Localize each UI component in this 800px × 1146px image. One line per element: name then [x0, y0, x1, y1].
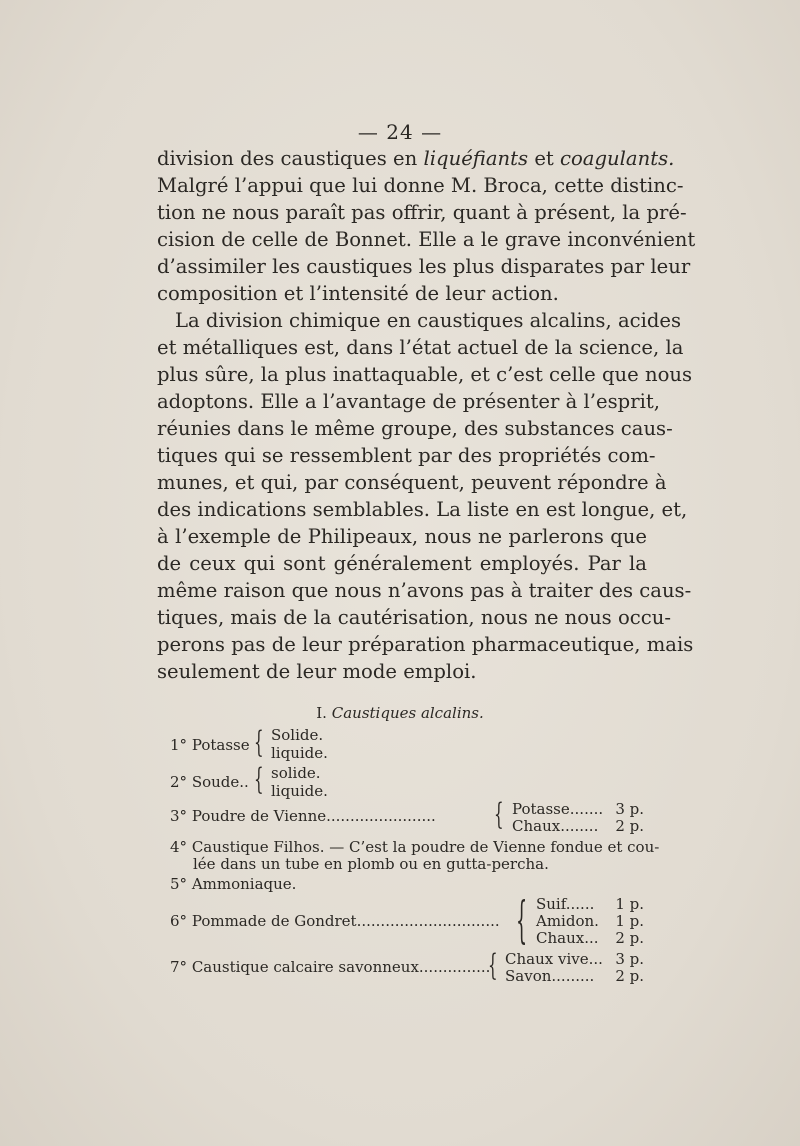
component-name: Chaux... — [536, 929, 599, 947]
list-item-ammoniaque: 5° Ammoniaque. — [170, 875, 297, 893]
page-number: — 24 — — [357, 120, 443, 144]
component-name: Suif...... — [536, 895, 595, 913]
component-qty: 1 p. — [615, 912, 644, 930]
component-qty: 2 p. — [615, 929, 644, 947]
form-label: liquide. — [271, 782, 328, 800]
brace: { — [488, 948, 498, 983]
italic-term: liquéfiants — [423, 147, 529, 170]
brace: { — [254, 762, 264, 797]
section-heading: I. Caustiques alcalins. — [316, 704, 484, 722]
italic-term: coagulants. — [560, 147, 675, 170]
text-line: réunies dans le même groupe, des substances caus- — [157, 417, 673, 440]
text-line: tiques, mais de la cautérisation, nous ne nous occu- — [157, 606, 671, 629]
list-item-vienne: 3° Poudre de Vienne....................... — [170, 807, 436, 825]
text-line: adoptons. Elle a l’avantage de présenter à l’esprit, — [157, 390, 660, 413]
brace: { — [494, 797, 504, 832]
component-qty: 3 p. — [615, 950, 644, 968]
text-line: cision de celle de Bonnet. Elle a le grave inconvénient — [157, 228, 696, 251]
text-line: tion ne nous paraît pas offrir, quant à présent, la pré- — [157, 201, 687, 224]
component-name: Amidon. — [536, 912, 599, 930]
list-item-filhos: 4° Caustique Filhos. — C’est la poudre de Vienne fondue et cou- — [170, 838, 660, 856]
component-qty: 1 p. — [615, 895, 644, 913]
form-label: solide. — [271, 764, 321, 782]
form-label: liquide. — [271, 744, 328, 762]
component-name: Savon......... — [505, 967, 595, 985]
list-item-filhos-continued: lée dans un tube en plomb ou en gutta-percha. — [193, 855, 549, 873]
component-qty: 2 p. — [615, 817, 644, 835]
form-label: Solide. — [271, 726, 324, 744]
text-line: d’assimiler les caustiques les plus disparates par leur — [157, 255, 691, 278]
text-line: La division chimique en caustiques alcalins, acides — [175, 309, 682, 332]
list-item-potasse: 1° Potasse — [170, 736, 250, 754]
brace: { — [516, 891, 528, 949]
component-qty: 2 p. — [615, 967, 644, 985]
brace: { — [254, 725, 264, 760]
text-line: des indications semblables. La liste en est longue, et, — [157, 498, 688, 521]
text-line: division des caustiques en liquéfiants et coagulants. — [157, 147, 675, 170]
component-name: Potasse....... — [512, 800, 604, 818]
list-item-gondret: 6° Pommade de Gondret.............................. — [170, 912, 500, 930]
text-line: composition et l’intensité de leur action. — [157, 282, 559, 305]
component-name: Chaux........ — [512, 817, 599, 835]
text-line: Malgré l’appui que lui donne M. Broca, cette distinc- — [157, 174, 684, 197]
text-line: seulement de leur mode emploi. — [157, 660, 477, 683]
list-item-calcaire: 7° Caustique calcaire savonneux............... — [170, 958, 491, 976]
component-name: Chaux vive... — [505, 950, 603, 968]
body-text — [157, 145, 696, 685]
component-qty: 3 p. — [615, 800, 644, 818]
text-line: plus sûre, la plus inattaquable, et c’est celle que nous — [157, 363, 693, 386]
list-item-soude: 2° Soude.. — [170, 773, 249, 791]
text-line: munes, et qui, par conséquent, peuvent répondre à — [157, 471, 667, 494]
text-line: tiques qui se ressemblent par des propriétés com- — [157, 444, 656, 467]
text-line: de ceux qui sont généralement employés. Par la — [157, 552, 647, 575]
text-line: à l’exemple de Philipeaux, nous ne parlerons que — [157, 525, 647, 548]
text-line: perons pas de leur préparation pharmaceutique, mais — [157, 633, 694, 656]
text-line: et métalliques est, dans l’état actuel de la science, la — [157, 336, 684, 359]
text-line: même raison que nous n’avons pas à traiter des caus- — [157, 579, 692, 602]
